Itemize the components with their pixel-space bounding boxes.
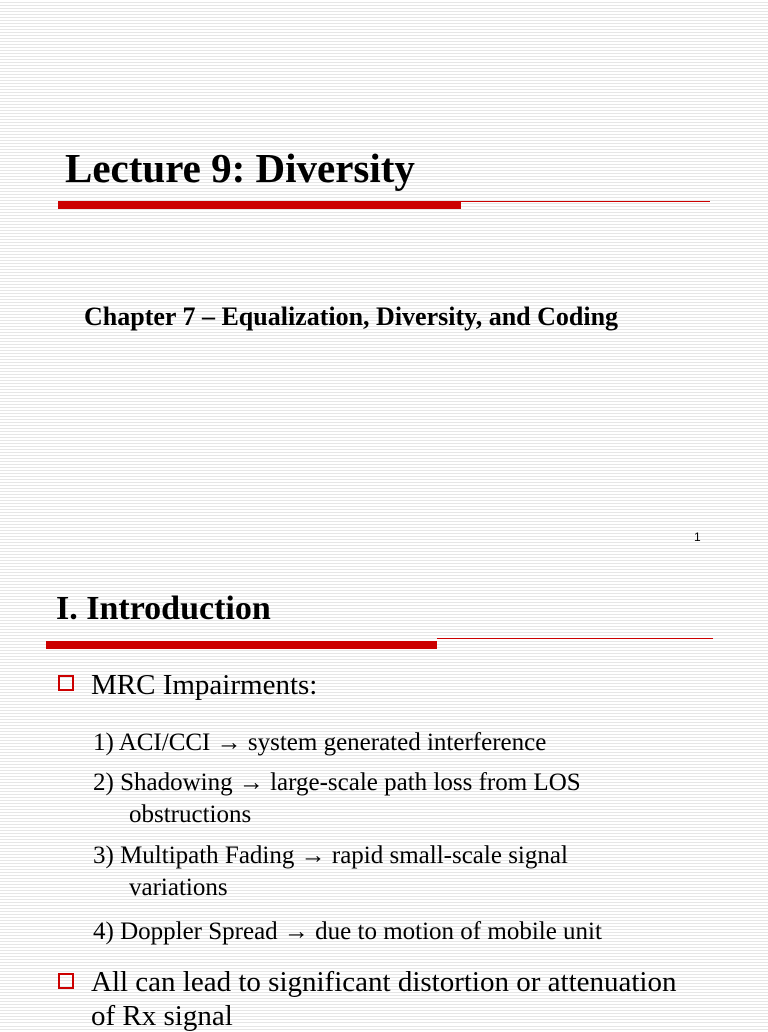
- bullet-item: [58, 669, 317, 701]
- bullet-item: [58, 966, 677, 998]
- title-underline-thin: [461, 201, 710, 202]
- sub-item: [93, 727, 546, 759]
- title-underline-thin: [437, 638, 713, 639]
- hollow-square-icon: [58, 675, 74, 691]
- sub-item: [93, 916, 602, 948]
- sub-item-text: 1) ACI/CCI → system generated interference: [93, 729, 547, 756]
- slide-2: [0, 570, 768, 1032]
- hollow-square-icon: [58, 973, 74, 989]
- title-underline-thick: [46, 641, 437, 649]
- bullet-text: MRC Impairments:: [91, 669, 318, 701]
- sub-item-continuation: variations: [129, 874, 228, 901]
- slide-subtitle: Chapter 7 – Equalization, Diversity, and Coding: [84, 302, 619, 331]
- bullet-text: All can lead to significant distortion or attenuation: [91, 966, 677, 998]
- title-underline-thick: [58, 201, 461, 209]
- sub-item-text: 3) Multipath Fading → rapid small-scale signal: [93, 842, 568, 869]
- page-number: 1: [694, 530, 701, 544]
- slide-title: I. Introduction: [56, 590, 271, 627]
- bullet-continuation: of Rx signal: [91, 1000, 233, 1032]
- sub-item: [93, 767, 581, 831]
- sub-item-text: 2) Shadowing → large-scale path loss from LOS: [93, 769, 581, 796]
- sub-item-continuation: obstructions: [129, 801, 252, 828]
- slide-title: Lecture 9: Diversity: [65, 145, 415, 191]
- sub-item-text: 4) Doppler Spread → due to motion of mobile unit: [93, 918, 602, 945]
- sub-item: [93, 840, 568, 904]
